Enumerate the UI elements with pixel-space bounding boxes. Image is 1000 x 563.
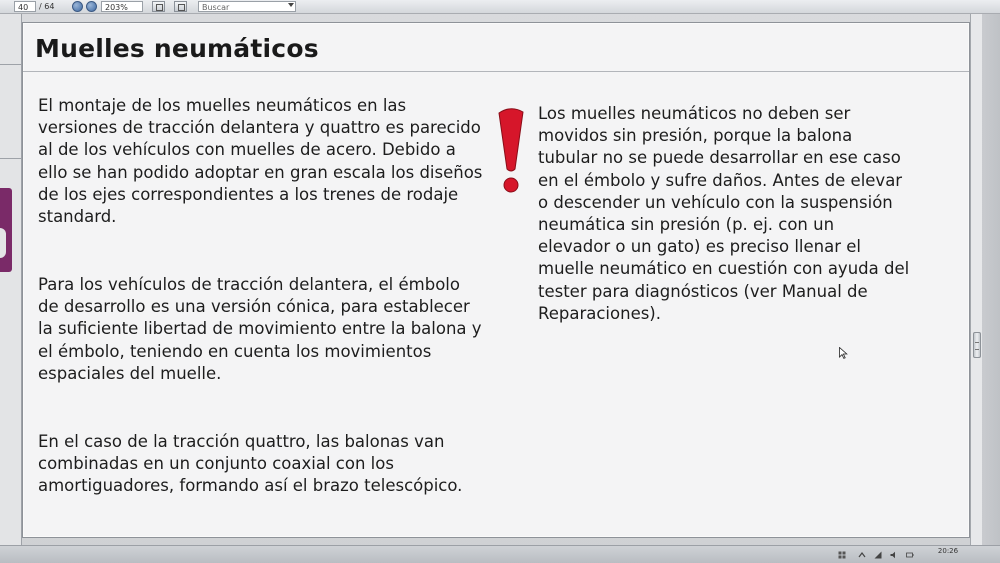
taskbar [0,545,1000,563]
grid-icon[interactable] [838,551,846,559]
title-divider [23,71,969,72]
page-title: Muelles neumáticos [35,34,319,63]
network-icon[interactable] [874,551,882,559]
clock-time: 20:26 [937,547,959,555]
zoom-value: 203% [105,3,128,12]
scrollbar-thumb[interactable] [973,332,981,358]
paragraph-quattro: En el caso de la tracción quattro, las balonas van combinadas en un conjunto coaxial con los amortiguadores, formando así el brazo telescópico. [38,432,463,496]
zoom-in-button[interactable] [86,1,97,12]
reader-toolbar [0,0,1000,14]
sidebar-tab[interactable] [0,188,12,272]
exclamation-warning-icon [493,107,529,197]
battery-icon[interactable] [906,551,914,559]
search-input[interactable] [198,1,296,12]
page-number-input[interactable] [14,1,36,12]
warning-note: Los muelles neumáticos no deben ser movidos sin presión, porque la balona tubular no se puede desarrollar en ese caso en el émbolo y sufre daños. Antes de elevar o descender un vehículo con la suspensión neumática sin presión (p. ej. con un elevador o un gato) es preciso llenar el muelle neumático en cuestión con ayuda del tester para diagnósticos (ver Manual de Reparaciones). [538,104,910,323]
volume-icon[interactable] [890,551,898,559]
zoom-field[interactable] [101,1,143,12]
up-arrow-icon[interactable] [858,551,866,559]
save-icon[interactable] [152,1,165,12]
page-number-value: 40 [18,3,29,12]
paragraph-mounting: El montaje de los muelles neumáticos en las versiones de tracción delantera y quattro es parecido al de los vehículos con muelles de acero. Debido a ello se han podido adoptar en gran escala los diseños de los ejes correspondientes a los trenes de rodaje standard. [38,96,483,227]
sidebar-divider [0,158,22,159]
print-icon[interactable] [174,1,187,12]
search-placeholder: Buscar [202,3,230,12]
window-edge [982,14,1000,545]
search-options-chevron-icon[interactable] [288,3,294,7]
document-page [22,22,970,538]
mouse-cursor-icon [839,347,848,359]
sidebar-divider [0,64,22,65]
page-total: / 64 [39,2,55,11]
zoom-out-button[interactable] [72,1,83,12]
paragraph-front-drive: Para los vehículos de tracción delantera, el émbolo de desarrollo es una versión cónica, para establecer la suficiente libertad de movimiento entre la balona y el émbolo, teniendo en cuenta los movimientos espaciales del muelle. [38,275,482,383]
left-sidebar [0,14,22,563]
taskbar-clock[interactable] [930,547,966,555]
vertical-scrollbar[interactable] [970,14,982,545]
